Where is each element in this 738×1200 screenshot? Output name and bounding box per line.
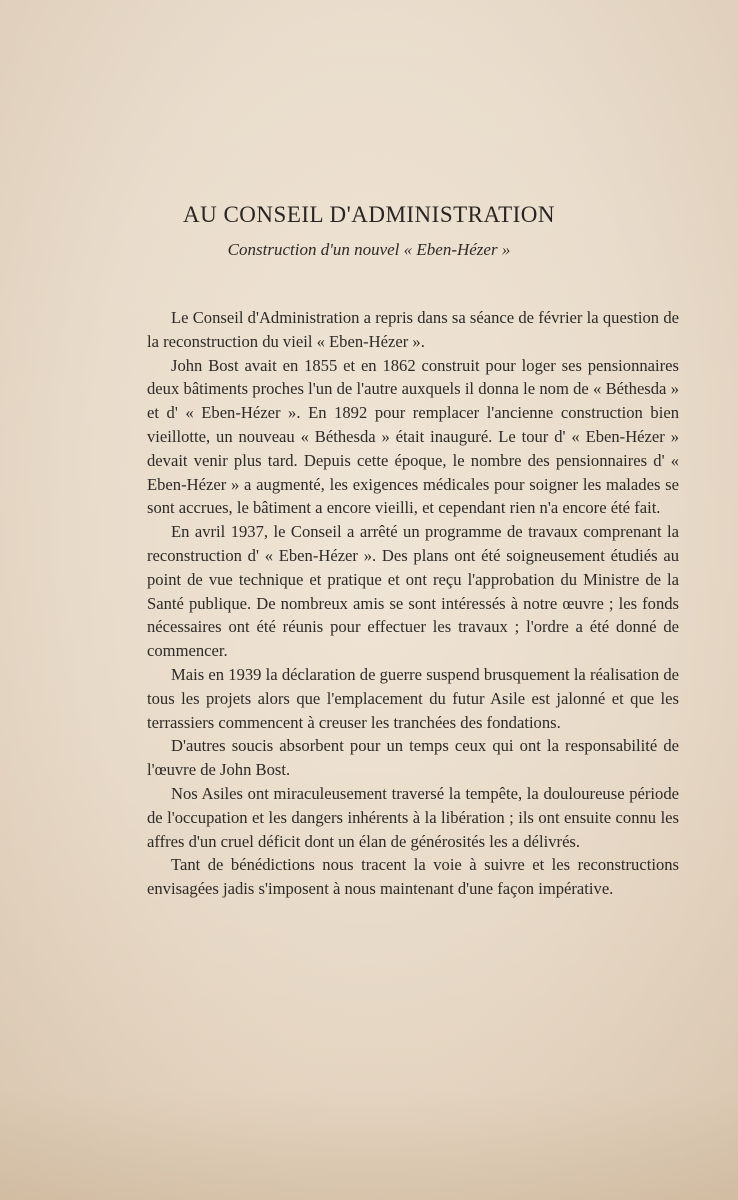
page-subtitle: Construction d'un nouvel « Eben-Hézer » <box>227 240 511 259</box>
paragraph: Nos Asiles ont miraculeusement traversé la tempête, la douloureuse période de l'occupation et les dangers inhérents à la libération ; ils ont ensuite connu les affres d'un cruel déficit dont un élan de générosités les a délivrés. <box>147 783 679 851</box>
paragraph: John Bost avait en 1855 et en 1862 construit pour loger ses pensionnaires deux bâtiments proches l'un de l'autre auxquels il donna le nom de « Béthesda » et d' « Eben-Hézer ». En 1892 pour remplacer l'ancienne construction bien vieillotte, un nouveau « Béthesda » était inauguré. Le tour d' « Eben-Hézer » devait venir plus tard. Depuis cette époque, le nombre des pensionnaires d' « Eben-Hézer » a augmenté, les exigences médicales pour soigner les malades se sont accrues, le bâtiment a encore vieilli, et cependant rien n'a encore été fait. <box>147 355 679 518</box>
article-body <box>147 306 679 901</box>
paragraph: Le Conseil d'Administration a repris dans sa séance de février la question de la reconstruction du vieil « Eben-Hézer ». <box>147 308 679 351</box>
paragraph: En avril 1937, le Conseil a arrêté un programme de travaux comprenant la reconstruction d' « Eben-Hézer ». Des plans ont été soigneusement étudiés au point de vue technique et pratique et ont reçu l'approbation du Ministre de la Santé publique. De nombreux amis se sont intéressés à notre œuvre ; les fonds nécessaires ont été réunis pour effectuer les travaux ; l'ordre a été donné de commencer. <box>147 522 679 661</box>
paragraph: Mais en 1939 la déclaration de guerre suspend brusquement la réalisation de tous les projets alors que l'emplacement du futur Asile est jalonné et que les terrassiers commencent à creuser les tranchées des fondations. <box>147 664 679 732</box>
paragraph: Tant de bénédictions nous tracent la voie à suivre et les reconstructions envisagées jadis s'imposent à nous maintenant d'une façon impérative. <box>147 855 679 899</box>
paragraph: D'autres soucis absorbent pour un temps ceux qui ont la responsabilité de l'œuvre de John Bost. <box>147 736 679 780</box>
page-title: AU CONSEIL D'ADMINISTRATION <box>183 202 555 227</box>
